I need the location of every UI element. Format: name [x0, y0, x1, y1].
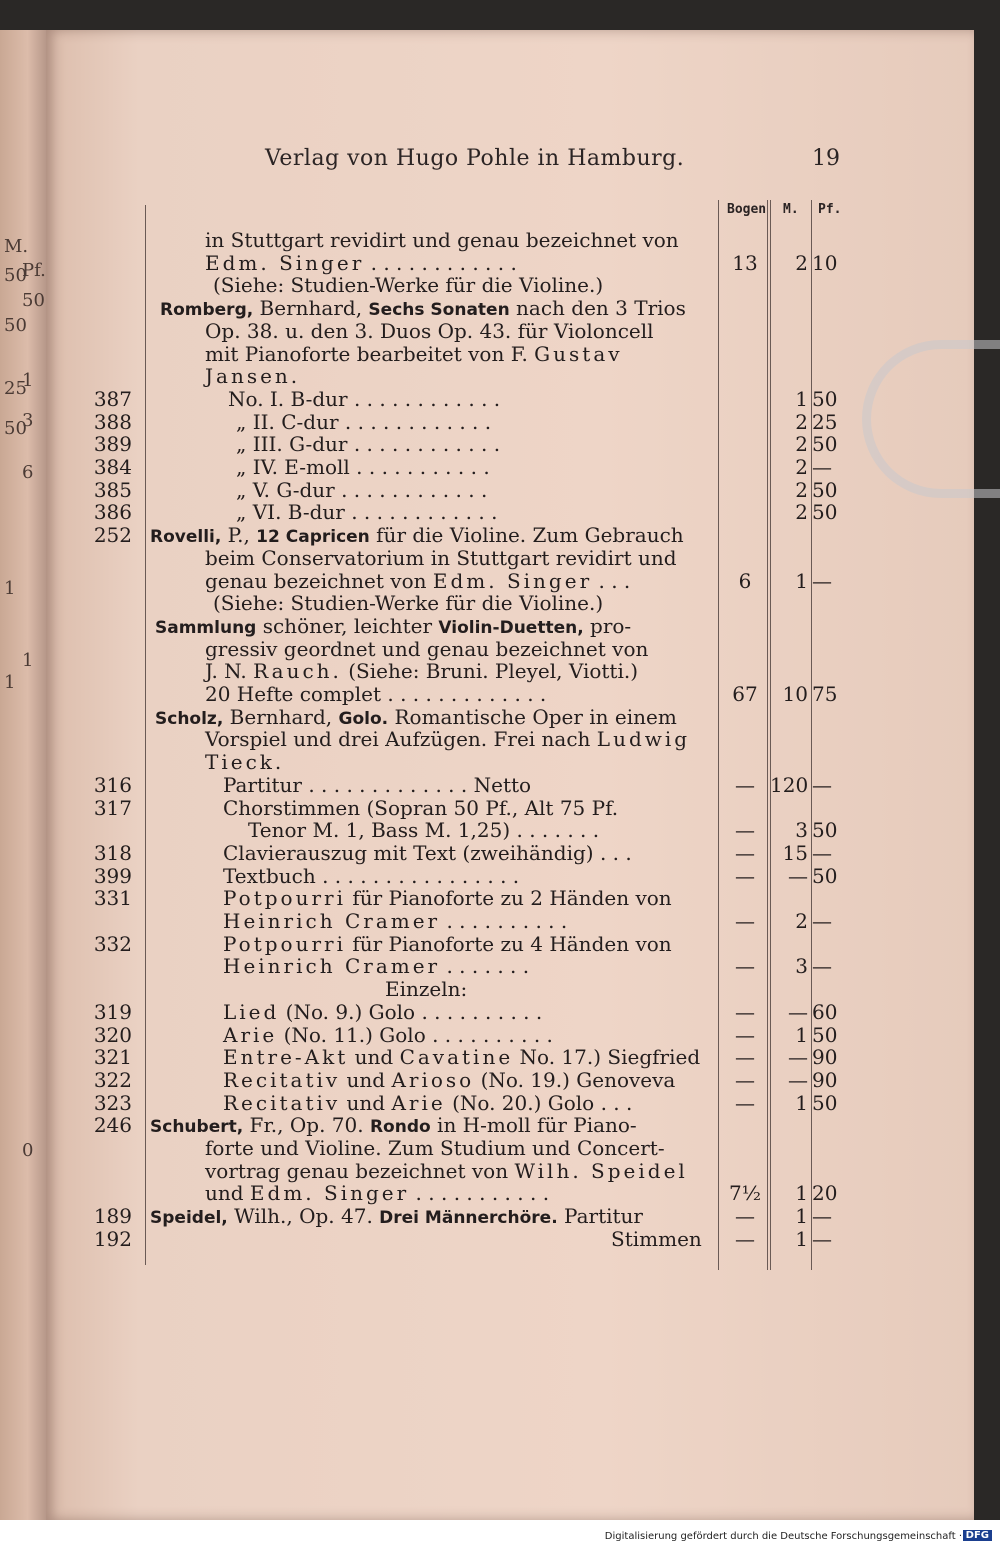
catalog-row: [0, 954, 1000, 977]
entry-text: [236, 500, 497, 524]
price-mark: 2: [795, 477, 808, 502]
catalog-row: [0, 364, 1000, 387]
catalog-row: [0, 569, 1000, 592]
price-bogen: —: [735, 1022, 755, 1047]
running-header: [0, 146, 1000, 182]
entry-text: [155, 705, 677, 729]
price-mark: 15: [782, 840, 808, 865]
entry-text-segment: schöner, leichter: [256, 613, 439, 638]
price-mark: 1: [795, 1204, 808, 1229]
entry-text-segment: Clavierauszug mit Text (zweihändig) . . .: [223, 840, 632, 865]
catalog-row: [0, 1068, 1000, 1091]
entry-text-segment: genau bezeichnet von: [205, 568, 433, 593]
catalog-row: [0, 319, 1000, 342]
price-pfennig: —: [812, 568, 832, 593]
catalog-row: [0, 864, 1000, 887]
price-pfennig: 50: [812, 1022, 838, 1047]
entry-text-segment: Lied: [223, 999, 280, 1024]
price-pfennig: 90: [812, 1067, 838, 1092]
price-pfennig: 50: [812, 1090, 838, 1115]
catalog-number: 319: [93, 999, 132, 1024]
entry-text-segment: Partitur . . . . . . . . . . . . . Netto: [223, 772, 532, 797]
price-mark: 1: [795, 1181, 808, 1206]
entry-text-segment: Speidel,: [150, 1208, 228, 1229]
entry-text-segment: Chorstimmen (Sopran 50 Pf., Alt 75 Pf.: [223, 795, 619, 820]
previous-page-fragment: 1: [4, 672, 16, 693]
entry-text-segment: Partitur: [557, 1204, 643, 1229]
catalog-row: [0, 228, 1000, 251]
entry-text-segment: Bernhard,: [223, 704, 339, 729]
entry-text-segment: Rauch.: [253, 659, 342, 684]
catalog-row: [0, 1000, 1000, 1023]
entry-text-segment: Edm. Singer: [249, 1181, 410, 1206]
catalog-row: [0, 909, 1000, 932]
previous-page-fragment: 25: [4, 378, 27, 399]
price-mark: 1: [795, 1022, 808, 1047]
entry-text-segment: „ V. G-dur . . . . . . . . . . . .: [236, 477, 488, 502]
price-mark: 1: [795, 1090, 808, 1115]
price-pfennig: 50: [812, 863, 838, 888]
catalog-row: [0, 705, 1000, 728]
price-pfennig: —: [812, 772, 832, 797]
price-pfennig: —: [812, 909, 832, 933]
price-mark: 120: [770, 772, 809, 797]
price-mark: 10: [782, 682, 808, 706]
price-pfennig: 50: [812, 386, 838, 411]
price-pfennig: —: [812, 840, 832, 865]
entry-text-segment: (Siehe: Studien-Werke für die Violine.): [213, 273, 604, 298]
entry-text-segment: P.,: [221, 523, 257, 548]
price-pfennig: 50: [812, 500, 838, 525]
previous-page-fragment: Pf.: [22, 260, 46, 281]
entry-text: [236, 478, 487, 502]
entry-text-segment: Edm. Singer: [432, 568, 593, 593]
catalog-row: [0, 1113, 1000, 1136]
digitization-credit: Digitalisierung gefördert durch die Deutsche Forschungsgemeinschaft ·: [604, 1531, 962, 1542]
previous-page-fragment: 50: [22, 290, 45, 311]
header-title: Verlag von Hugo Pohle in Hamburg.: [265, 146, 685, 171]
entry-text-segment: für Pianoforte zu 2 Händen von: [345, 886, 672, 911]
price-mark: 2: [795, 500, 808, 525]
entry-text: [150, 523, 684, 547]
catalog-row: [0, 342, 1000, 365]
entry-text-segment: „ III. G-dur . . . . . . . . . . . .: [236, 432, 501, 457]
entry-text: [223, 1068, 675, 1092]
entry-text-segment: beim Conservatorium in Stuttgart revidirt und: [205, 545, 677, 570]
entry-text-segment: (No. 19.) Genoveva: [474, 1067, 676, 1092]
entry-text: [150, 1113, 637, 1137]
entry-text-segment: „ II. C-dur . . . . . . . . . . . .: [236, 409, 492, 434]
catalog-row: [0, 841, 1000, 864]
column-header-bogen: Bogen: [727, 202, 767, 217]
catalog-row: [0, 614, 1000, 637]
price-bogen: —: [735, 1090, 755, 1115]
entry-text: [236, 455, 490, 479]
catalog-row: [0, 932, 1000, 955]
entry-text-segment: Vorspiel und drei Aufzügen. Frei nach: [205, 727, 597, 752]
entry-text: [236, 410, 491, 434]
entry-text: [213, 273, 603, 297]
catalog-row: [0, 410, 1000, 433]
catalog-row: [0, 455, 1000, 478]
entry-text-segment: (No. 9.) Golo . . . . . . . . . .: [279, 999, 543, 1024]
price-pfennig: —: [812, 455, 832, 479]
entry-text: [150, 1204, 643, 1228]
entry-text-segment: (No. 20.) Golo . . .: [445, 1090, 633, 1115]
previous-page-fragment: 50: [4, 418, 27, 439]
entry-text-segment: J. N.: [205, 659, 254, 684]
catalog-row: [0, 1181, 1000, 1204]
previous-page-fragment: 3: [22, 410, 34, 431]
price-pfennig: —: [812, 1204, 832, 1229]
price-pfennig: 90: [812, 1045, 838, 1070]
catalog-number: 385: [93, 477, 132, 502]
previous-page-fragment: 1: [4, 578, 16, 599]
previous-page-fragment: 1: [22, 370, 34, 391]
entry-text-segment: Einzeln:: [385, 977, 468, 1002]
entry-text: [223, 1091, 632, 1115]
entry-text-segment: und: [205, 1181, 250, 1206]
previous-page-fragment: M.: [4, 236, 29, 257]
entry-text-segment: Jansen.: [205, 364, 301, 389]
entry-text: [248, 818, 599, 842]
catalog-number: 320: [93, 1022, 132, 1047]
entry-text: [205, 727, 690, 751]
entry-text: [205, 251, 517, 275]
catalog-number: 384: [93, 455, 132, 479]
page-number: 19: [812, 146, 840, 171]
catalog-number: 321: [93, 1045, 132, 1070]
entry-text-segment: Bernhard,: [253, 296, 369, 321]
previous-page-fragment: 0: [22, 1140, 34, 1161]
catalog-row: [0, 659, 1000, 682]
entry-text-segment: Rovelli,: [150, 527, 222, 548]
catalog-row: [0, 591, 1000, 614]
entry-text-segment: und: [340, 1090, 392, 1115]
catalog-number: 386: [93, 500, 132, 525]
entry-text-segment: (No. 11.) Golo . . . . . . . . . .: [277, 1022, 553, 1047]
entry-text: [155, 614, 631, 638]
price-bogen: —: [735, 1204, 755, 1229]
price-pfennig: —: [812, 1226, 832, 1251]
price-bogen: 6: [738, 568, 752, 593]
price-mark: 1: [795, 568, 808, 593]
price-bogen: —: [735, 863, 755, 888]
entry-text-segment: Arie: [391, 1090, 446, 1115]
entry-text-segment: Arie: [223, 1022, 278, 1047]
entry-text-segment: Golo.: [338, 708, 389, 729]
price-mark: —: [788, 1045, 808, 1070]
entry-text: [223, 886, 672, 910]
entry-text-segment: Romantische Oper in einem: [388, 704, 677, 729]
catalog-row: [0, 1227, 1000, 1250]
entry-text-segment: Entre-Akt: [223, 1045, 349, 1070]
entry-text-segment: Wilh., Op. 47.: [227, 1204, 380, 1229]
catalog-row: [0, 500, 1000, 523]
catalog-row: [0, 750, 1000, 773]
entry-text-segment: Schubert,: [150, 1117, 244, 1138]
entry-text-segment: in Stuttgart revidirt und genau bezeichnet von: [205, 228, 679, 252]
price-mark: 2: [795, 409, 808, 434]
price-pfennig: 20: [812, 1181, 838, 1206]
entry-text-segment: No. I. B-dur . . . . . . . . . . . .: [228, 386, 501, 411]
catalog-row: [0, 818, 1000, 841]
entry-text: [223, 954, 529, 978]
previous-page-fragment: 1: [22, 650, 34, 671]
catalog-row: [0, 1136, 1000, 1159]
entry-text: [160, 296, 686, 320]
entry-text: [223, 1023, 553, 1047]
entry-text-segment: forte und Violine. Zum Studium und Concert-: [205, 1136, 665, 1160]
entry-text: [223, 864, 519, 888]
entry-text-segment: in H-moll für Piano-: [430, 1113, 637, 1138]
catalog-number: 332: [93, 931, 132, 956]
entry-text-segment: vortrag genau bezeichnet von: [205, 1158, 515, 1183]
price-bogen: 7½: [728, 1181, 762, 1206]
catalog-number: 252: [93, 523, 132, 548]
price-bogen: —: [735, 999, 755, 1024]
price-bogen: —: [735, 1226, 755, 1251]
catalog-number: 316: [93, 772, 132, 797]
catalog-row: [0, 387, 1000, 410]
entry-text-segment: Edm. Singer: [205, 250, 365, 275]
entry-text: [205, 319, 654, 343]
entry-text: [205, 364, 300, 388]
price-pfennig: 25: [812, 409, 838, 434]
entry-text: [223, 932, 672, 956]
entry-text-segment: (Siehe: Bruni. Pleyel, Viotti.): [341, 659, 639, 684]
entry-text: [223, 773, 531, 797]
price-pfennig: —: [812, 954, 832, 979]
entry-text: [223, 909, 567, 933]
entry-text: [205, 659, 638, 683]
price-bogen: —: [735, 772, 755, 797]
entry-text: [205, 569, 630, 593]
entry-text-segment: nach den 3 Trios: [509, 296, 686, 321]
entry-text-segment: Drei Männerchöre.: [379, 1208, 558, 1229]
entry-text: [213, 591, 603, 615]
catalog-row: [0, 1091, 1000, 1114]
entry-text-segment: Sechs Sonaten: [368, 300, 510, 321]
catalog-row: [0, 727, 1000, 750]
previous-page-fragment: 50: [4, 265, 27, 286]
entry-text-segment: Tieck.: [205, 750, 285, 775]
entry-text: [228, 387, 500, 411]
price-pfennig: 10: [812, 250, 838, 275]
entry-text-segment: Potpourri: [223, 931, 346, 956]
entry-text-segment: Fr., Op. 70.: [243, 1113, 370, 1138]
catalog-row: [0, 273, 1000, 296]
column-header-pfennig: Pf.: [818, 202, 842, 217]
catalog-number: 399: [93, 863, 132, 888]
price-pfennig: 50: [812, 432, 838, 457]
catalog-number: 318: [93, 840, 132, 865]
entry-text: [611, 1227, 702, 1251]
entry-text-segment: pro-: [583, 613, 632, 638]
catalog-number: 192: [93, 1226, 132, 1251]
catalog-row: [0, 796, 1000, 819]
entry-text-segment: . . .: [592, 568, 631, 593]
entry-text-segment: Op. 38. u. den 3. Duos Op. 43. für Violoncell: [205, 318, 654, 343]
entry-text-segment: Gustav: [534, 341, 623, 366]
entry-text: [205, 1136, 665, 1160]
price-bogen: 67: [732, 682, 758, 706]
entry-text-segment: No. 17.) Siegfried: [513, 1045, 701, 1070]
entry-text-segment: Arioso: [391, 1067, 475, 1092]
price-mark: 2: [795, 432, 808, 457]
entry-text-segment: Stimmen: [611, 1226, 702, 1251]
price-pfennig: 50: [812, 477, 838, 502]
price-bogen: —: [735, 1067, 755, 1092]
entry-text: [205, 750, 284, 774]
entry-text-segment: mit Pianoforte bearbeitet von F.: [205, 341, 535, 366]
entry-text-segment: für Pianoforte zu 4 Händen von: [345, 931, 672, 956]
catalog-number: 387: [93, 386, 132, 411]
entry-text-segment: Romberg,: [160, 300, 254, 321]
entry-text: [223, 796, 618, 820]
price-bogen: —: [735, 1045, 755, 1070]
entry-text-segment: Recitativ: [223, 1067, 341, 1092]
price-mark: 1: [795, 386, 808, 411]
entry-text-segment: Heinrich Cramer: [223, 954, 441, 979]
catalog-number: 323: [93, 1090, 132, 1115]
entry-text-segment: Heinrich Cramer: [223, 909, 441, 933]
price-mark: 2: [795, 909, 808, 933]
price-mark: 2: [795, 455, 808, 479]
column-header-mark: M.: [783, 202, 799, 217]
entry-text-segment: . . . . . . . . . . .: [409, 1181, 550, 1206]
entry-text-segment: Textbuch . . . . . . . . . . . . . . . .: [223, 863, 520, 888]
price-mark: —: [788, 999, 808, 1024]
entry-text-segment: . . . . . . . . . . . .: [364, 250, 517, 275]
previous-page-fragment: 6: [22, 462, 34, 483]
entry-text-segment: Wilh. Speidel: [514, 1158, 688, 1183]
catalog-row: [0, 546, 1000, 569]
entry-text-segment: Recitativ: [223, 1090, 341, 1115]
entry-text-segment: 12 Capricen: [256, 527, 370, 548]
price-bogen: —: [735, 818, 755, 843]
catalog-number: 322: [93, 1067, 132, 1092]
catalog-row: [0, 523, 1000, 546]
entry-text: [223, 1000, 542, 1024]
entry-text: [205, 342, 623, 366]
entry-text-segment: . . . . . . . . . .: [440, 909, 568, 933]
entry-text-segment: Rondo: [369, 1117, 431, 1138]
entry-text-segment: Scholz,: [155, 708, 224, 729]
entry-text-segment: (Siehe: Studien-Werke für die Violine.): [213, 591, 604, 616]
entry-text: [223, 841, 632, 865]
previous-page-fragment: 50: [4, 315, 27, 336]
price-pfennig: 50: [812, 818, 838, 843]
entry-text: [223, 1045, 700, 1069]
catalog-row: [0, 251, 1000, 274]
catalog-row: [0, 1159, 1000, 1182]
entry-text-segment: Cavatine: [399, 1045, 514, 1070]
catalog-row: [0, 1023, 1000, 1046]
price-mark: 3: [795, 954, 808, 979]
entry-text-segment: Ludwig: [596, 727, 691, 752]
catalog-row: [0, 773, 1000, 796]
entry-text-segment: gressiv geordnet und genau bezeichnet von: [205, 636, 649, 661]
entry-text: [205, 1181, 549, 1205]
dfg-logo: DFG: [963, 1530, 992, 1541]
price-mark: 2: [795, 250, 808, 275]
catalog-row: [0, 478, 1000, 501]
entry-text-segment: für die Violine. Zum Gebrauch: [369, 523, 684, 548]
catalog-number: 331: [93, 886, 132, 911]
catalog-row: [0, 1204, 1000, 1227]
price-mark: —: [788, 863, 808, 888]
catalog-number: 317: [93, 795, 132, 820]
price-mark: 3: [795, 818, 808, 843]
price-pfennig: 75: [812, 682, 838, 706]
catalog-row: [0, 886, 1000, 909]
entry-text: [205, 1159, 688, 1183]
catalog-row: [0, 637, 1000, 660]
price-bogen: 13: [732, 250, 758, 275]
entry-text-segment: 20 Hefte complet . . . . . . . . . . . . .: [205, 682, 547, 706]
catalog-number: 189: [93, 1204, 132, 1229]
entry-text-segment: und: [340, 1067, 392, 1092]
entry-text-segment: Potpourri: [223, 886, 346, 911]
entry-text-segment: Sammlung: [155, 617, 257, 638]
entry-text: [385, 977, 467, 1001]
catalog-row: [0, 682, 1000, 705]
entry-text-segment: Tenor M. 1, Bass M. 1,25) . . . . . . .: [248, 818, 600, 843]
entry-text: [205, 546, 677, 570]
entry-text-segment: „ VI. B-dur . . . . . . . . . . . .: [236, 500, 498, 525]
catalog-row: [0, 432, 1000, 455]
entry-text: [236, 432, 500, 456]
entry-text: [205, 637, 648, 661]
price-bogen: —: [735, 840, 755, 865]
catalog-number: 389: [93, 432, 132, 457]
catalog-row: [0, 296, 1000, 319]
price-pfennig: 60: [812, 999, 838, 1024]
entry-text-segment: Violin-Duetten,: [438, 617, 584, 638]
entry-text-segment: . . . . . . .: [440, 954, 530, 979]
entry-text-segment: „ IV. E-moll . . . . . . . . . . .: [236, 455, 490, 479]
price-mark: —: [788, 1067, 808, 1092]
catalog-number: 246: [93, 1113, 132, 1138]
catalog-number: 388: [93, 409, 132, 434]
catalog-row: [0, 1045, 1000, 1068]
entry-text: [205, 228, 679, 252]
catalog-row: [0, 977, 1000, 1000]
entry-text: [205, 682, 546, 706]
price-bogen: —: [735, 909, 755, 933]
price-bogen: —: [735, 954, 755, 979]
price-mark: 1: [795, 1226, 808, 1251]
entry-text-segment: und: [348, 1045, 400, 1070]
